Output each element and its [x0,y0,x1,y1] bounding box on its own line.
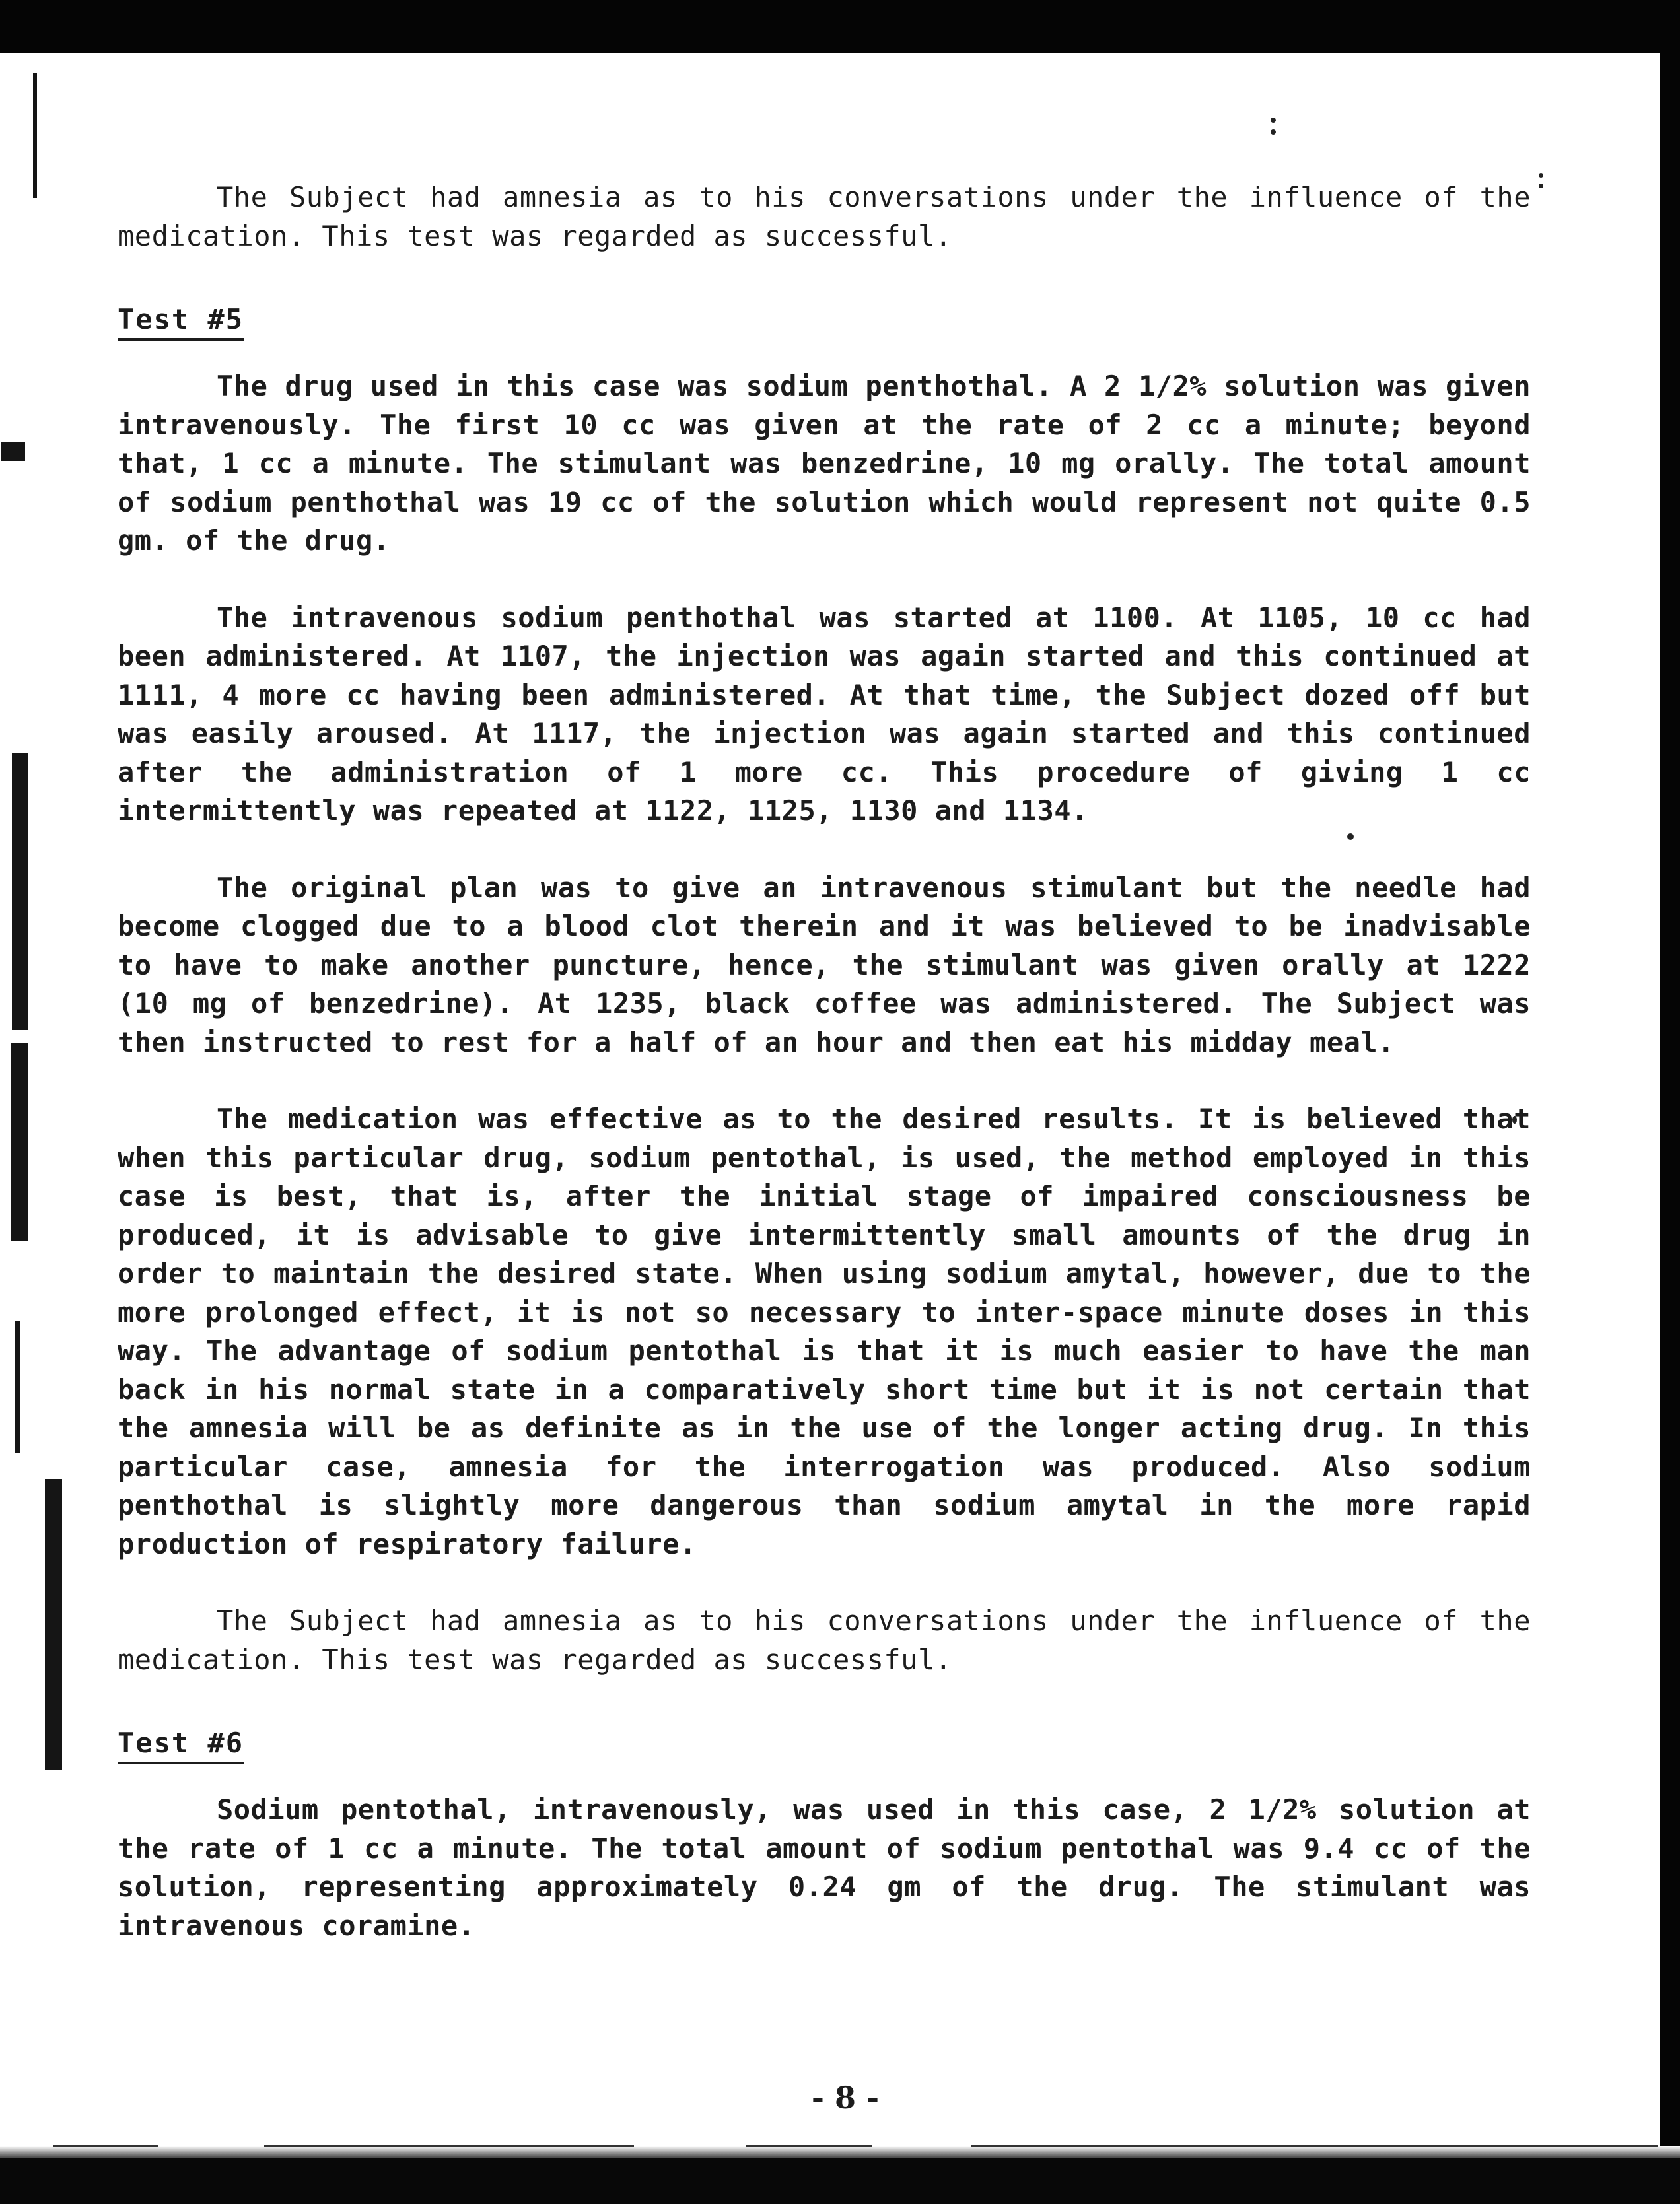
binding-mark [12,753,28,1030]
binding-mark [33,73,37,198]
paragraph-test-5-timeline: The intravenous sodium penthothal was started at 1100. At 1105, 10 cc had been administered. At 1107, the injection was again started and this continued at 1111, 4 more cc having been administered. At that time, the Subject dozed off but was easily aroused. At 1117, the injection was again started and this continued after the administration of 1 more cc. This procedure of giving 1 cc intermittently was repeated at 1122, 1125, 1130 and 1134. [118,601,1531,827]
paragraph-test-6-drug: Sodium pentothal, intravenously, was used in this case, 2 1/2% solution at the rate of 1 cc a minute. The total amount of sodium pentothal was 9.4 cc of the solution, representing approximately 0.24 gm of the drug. The stimulant was intravenous coramine. [118,1793,1531,1942]
paragraph-amnesia-summary-2: The Subject had amnesia as to his conversations under the influence of the medication. This test was regarded as successful. [118,1604,1531,1676]
binding-mark [1,442,25,461]
scan-speck [1271,129,1276,135]
paragraph-amnesia-summary-1: The Subject had amnesia as to his conversations under the influence of the medication. This test was regarded as successful. [118,181,1531,252]
footer-rule [264,2145,634,2147]
scan-speck [1539,173,1543,178]
footer-rule [53,2145,158,2147]
test-5-heading: Test #5 [118,303,244,341]
scan-border-top [0,0,1680,53]
scan-border-right [1660,0,1680,2204]
footer-rule [746,2145,872,2147]
binding-mark [11,1043,28,1241]
binding-mark [45,1479,62,1770]
footer-rule [971,2145,1658,2147]
test-6-heading: Test #6 [118,1727,244,1764]
paragraph-test-5-drug: The drug used in this case was sodium penthothal. A 2 1/2% solution was given intravenously. The first 10 cc was given at the rate of 2 cc a minute; beyond that, 1 cc a minute. The stimulant was benzedrine, 10 mg orally. The total amount of sodium penthothal was 19 cc of the solution which would represent not quite 0.5 gm. of the drug. [118,370,1531,557]
page-number: - 8 - [811,2080,880,2116]
document-page [118,178,1531,1945]
scan-speck [1539,184,1543,188]
scan-speck [1271,118,1276,123]
scan-border-bottom [0,2158,1680,2204]
paragraph-test-5-evaluation: The medication was effective as to the desired results. It is believed that when this particular drug, sodium pentothal, is used, the method employed in this case is best, that is, after the initial stage of impaired consciousness be produced, it is advisable to give intermittently small amounts of the drug in order to maintain the desired state. When using sodium amytal, however, due to the more prolonged effect, it is not so necessary to inter-space minute doses in this way. The advantage of sodium pentothal is that it is much easier to have the man back in his normal state in a comparatively short time but it is not certain that the amnesia will be as definite as in the use of the longer acting drug. In this particular case, amnesia for the interrogation was produced. Also sodium penthothal is slightly more dangerous than sodium amytal in the more rapid production of respiratory failure. [118,1103,1531,1560]
paragraph-test-5-stimulant: The original plan was to give an intravenous stimulant but the needle had become clogged due to a blood clot therein and it was believed to be inadvisable to have to make another puncture, hence, the stimulant was given orally at 1222 (10 mg of benzedrine). At 1235, black coffee was administered. The Subject was then instructed to rest for a half of an hour and then eat his midday meal. [118,871,1531,1058]
binding-mark [15,1321,20,1453]
